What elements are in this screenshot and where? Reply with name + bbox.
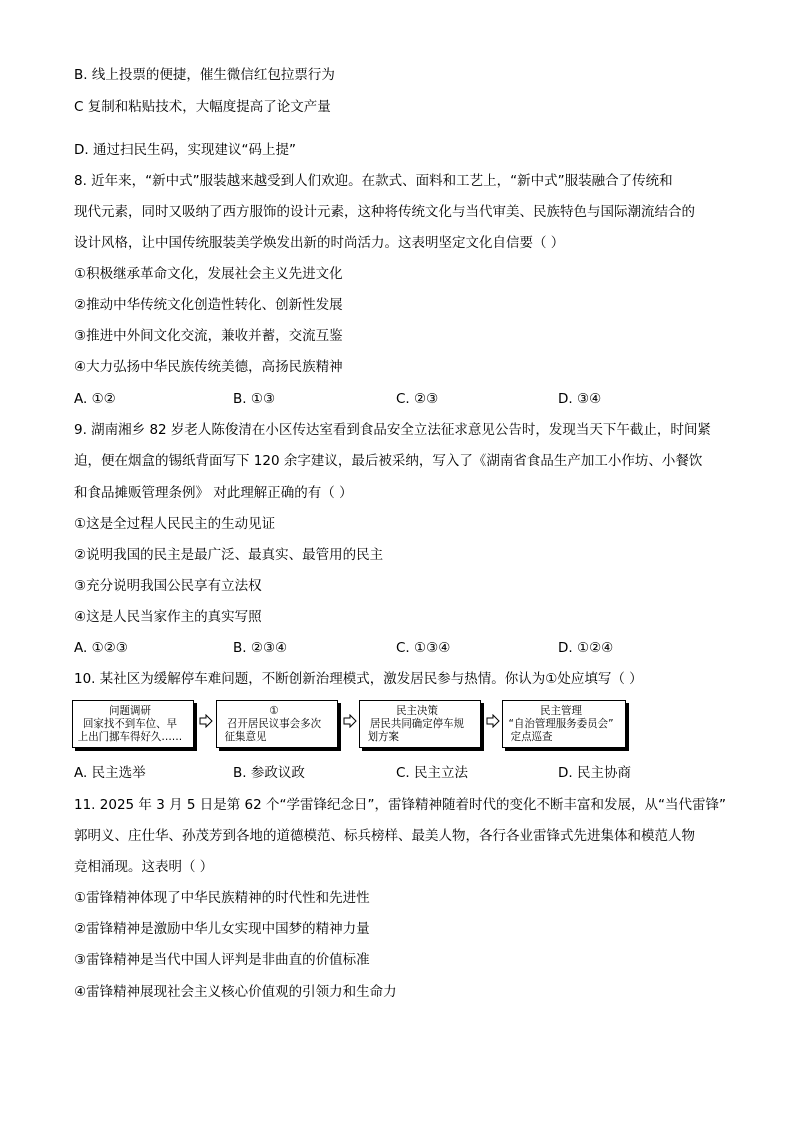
q8-option-a: A. ①②: [74, 391, 116, 407]
q9-item-2: ②说明我国的民主是最广泛、最真实、最管用的民主: [74, 547, 384, 563]
flow-box-democratic-management: 民主管理 “自治管理服务委员会” 定点巡查: [502, 700, 626, 748]
q11-stem-line-3: 竞相涌现。这表明（ ）: [74, 859, 214, 875]
q9-item-1: ①这是全过程人民民主的生动见证: [74, 516, 276, 532]
q11-item-2: ②雷锋精神是激励中华儿女实现中国梦的精神力量: [74, 921, 370, 937]
q10-option-c: C. 民主立法: [396, 765, 469, 781]
arrow-right-icon: [199, 714, 213, 728]
arrow-right-icon: [486, 714, 500, 728]
flow-box-democratic-decision: 民主决策 居民共同确定停车规 划方案: [359, 700, 481, 748]
q8-option-b: B. ①③: [233, 391, 276, 407]
q8-stem-line-1: 8. 近年来，“新中式”服装越来越受到人们欢迎。在款式、面料和工艺上，“新中式”服装融合了传统和: [74, 173, 673, 189]
q8-stem-line-2: 现代元素，同时又吸纳了西方服饰的设计元素，这种将传统文化与当代审美、民族特色与国际潮流结合的: [74, 204, 695, 220]
q8-stem-line-3: 设计风格，让中国传统服装美学焕发出新的时尚活力。这表明坚定文化自信要（ ）: [74, 235, 565, 251]
q10-stem: 10. 某社区为缓解停车难问题，不断创新治理模式，激发居民参与热情。你认为①处应填写（ ）: [74, 671, 643, 687]
q11-stem-line-2: 郭明义、庄仕华、孙茂芳到各地的道德模范、标兵榜样、最美人物，各行各业雷锋式先进集体和模范人物: [74, 828, 695, 844]
q7-option-c: C 复制和粘贴技术，大幅度提高了论文产量: [74, 99, 331, 115]
q9-stem-line-3: 和食品摊贩管理条例》 对此理解正确的有（ ）: [74, 485, 353, 501]
q8-option-d: D. ③④: [558, 391, 602, 407]
q7-option-b: B. 线上投票的便捷，催生微信红包拉票行为: [74, 67, 335, 83]
q8-item-2: ②推动中华传统文化创造性转化、创新性发展: [74, 297, 343, 313]
q8-item-3: ③推进中外间文化交流，兼收并蓄，交流互鉴: [74, 328, 343, 344]
q9-option-d: D. ①②④: [558, 640, 614, 656]
q11-item-4: ④雷锋精神展现社会主义核心价值观的引领力和生命力: [74, 984, 397, 1000]
q10-option-b: B. 参政议政: [233, 765, 305, 781]
q11-item-3: ③雷锋精神是当代中国人评判是非曲直的价值标准: [74, 952, 370, 968]
q9-item-4: ④这是人民当家作主的真实写照: [74, 609, 262, 625]
q10-flowchart: [72, 700, 632, 756]
q8-item-4: ④大力弘扬中华民族传统美德，高扬民族精神: [74, 359, 343, 375]
q9-stem-line-2: 迫，便在烟盒的锡纸背面写下 120 余字建议，最后被采纳，写入了《湖南省食品生产加工小作坊、小餐饮: [74, 453, 703, 469]
q9-stem-line-1: 9. 湖南湘乡 82 岁老人陈俊清在小区传达室看到食品安全立法征求意见公告时，发现当天下午截止，时间紧: [74, 422, 711, 438]
arrow-right-icon: [343, 714, 357, 728]
flow-box-blank-1: ① 召开居民议事会多次 征集意见: [216, 700, 338, 748]
q11-item-1: ①雷锋精神体现了中华民族精神的时代性和先进性: [74, 890, 370, 906]
q7-option-d: D. 通过扫民生码，实现建议“码上提”: [74, 142, 296, 158]
q8-option-c: C. ②③: [396, 391, 439, 407]
q9-item-3: ③充分说明我国公民享有立法权: [74, 578, 262, 594]
q9-option-c: C. ①③④: [396, 640, 451, 656]
q9-option-b: B. ②③④: [233, 640, 288, 656]
q9-option-a: A. ①②③: [74, 640, 128, 656]
flow-box-problem-research: 问题调研 回家找不到车位、早 上出门挪车得好久……: [72, 700, 194, 748]
q11-stem-line-1: 11. 2025 年 3 月 5 日是第 62 个“学雷锋纪念日”，雷锋精神随着时代的变化不断丰富和发展，从“当代雷锋”: [74, 797, 726, 813]
q8-item-1: ①积极继承革命文化，发展社会主义先进文化: [74, 266, 343, 282]
q10-option-d: D. 民主协商: [558, 765, 631, 781]
q10-option-a: A. 民主选举: [74, 765, 146, 781]
